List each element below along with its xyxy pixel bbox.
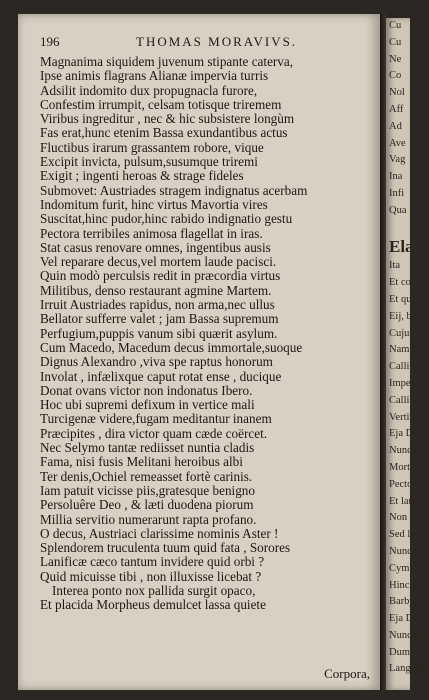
verse-line: Pectora terribiles animosa flagellat in iras.	[40, 225, 263, 241]
verse-line: Splendorem truculenta tuum quid fata , Sorores	[40, 540, 291, 556]
facing-page-fragment: Cujus	[389, 327, 414, 339]
verse-line: Confestim irrumpit, celsam totisque triremem	[40, 96, 282, 112]
running-head: THOMAS MORAVIVS.	[136, 34, 298, 49]
facing-page-fragment: Et laudi	[389, 495, 422, 507]
verse-line: O decus, Austriaci clarissime nominis Aster !	[40, 525, 279, 541]
page-header	[40, 34, 380, 52]
facing-page-fragment: Cu	[389, 20, 402, 31]
facing-page-fragment: Et qua	[389, 293, 417, 305]
verse-line: Fluctibus irarum grassantem robore, vique	[40, 139, 264, 155]
facing-page-fragment: Sed lov	[389, 529, 421, 541]
verse-line: Fama, nisi fusis Melitani heroibus albi	[40, 454, 243, 470]
verse-line: Bellator sufferre valet ; jam Bassa supremum	[40, 311, 279, 327]
verse-line: Ipse animis flagrans Alianæ impervia turris	[40, 68, 269, 84]
verse-line: Excipit invicta, pulsum,susumque triremi	[40, 154, 258, 170]
verse-line: Turcigenæ videre,fugam meditantur inanem	[40, 411, 272, 427]
verse-line: Stat casus renovare omnes, ingentibus ausis	[40, 239, 271, 255]
facing-page-fragment: Eij, bo	[389, 310, 417, 322]
facing-page-fragment: Vertit	[389, 411, 413, 423]
verse-line: Quid micuisse tibi , non illuxisse licebat ?	[40, 568, 262, 584]
verse-line: Indomitum furit, hinc virtus Mavortia vires	[40, 196, 268, 212]
verse-line: Iam patuit vicisse piis,gratesque benigno	[40, 482, 255, 498]
facing-page-fragment: Eja De	[389, 428, 418, 440]
facing-page-fragment: Callibu	[389, 361, 420, 373]
facing-page-fragment: Nunc tu	[389, 545, 423, 557]
verse-line: Donat ovans victor non indonatus Ibero.	[40, 382, 253, 398]
verse-line: Nec Selymo tantæ rediisset nuntia cladis	[40, 440, 255, 456]
verse-line: Viribus ingreditur , nec & hic subsistere longùm	[40, 111, 295, 127]
facing-page-fragment: Aff	[389, 103, 404, 115]
facing-page-fragment: Et con	[389, 277, 417, 289]
facing-page-fragment: Nam m	[389, 344, 421, 356]
facing-page-fragment: Cu	[389, 36, 402, 48]
verse-line: Quin modò perculsis redit in præcordia virtus	[40, 268, 281, 284]
verse-line: Militibus, denso restaurant agmine Martem.	[40, 282, 272, 298]
verse-line: Perfugium,puppis vanum sibi quærit asylum.	[40, 325, 278, 341]
facing-page-fragment: Ina	[389, 171, 403, 183]
facing-page-fragment: Impedi	[389, 377, 419, 389]
facing-page-fragment: Eja Den	[389, 613, 424, 625]
facing-page-fragment: Ne	[389, 53, 402, 65]
facing-page-fragment: Infi	[389, 187, 405, 199]
verse-line: Lanificæ cæco tantum invidere quid orbi ?	[40, 554, 265, 570]
verse-line: Exigit ; ingenti heroas & strage fideles	[40, 168, 244, 184]
facing-page-fragment: Non cla	[389, 512, 422, 524]
verse-line: Ter denis,Ochiel remeasset fortè carinis.	[40, 468, 253, 484]
verse-line: Adsilit indomito dux propugnacla furore,	[40, 82, 258, 98]
verse-line: Et placida Morpheus demulcet lassa quiete	[40, 597, 266, 613]
facing-page-fragment: Co	[389, 70, 402, 82]
verse-line: Præcipites , dira victor quam cæde coërcet.	[40, 425, 268, 441]
verse-line: Persoluêre Deo , & læti duodena piorum	[40, 497, 254, 513]
facing-page-fragment: Barbytus	[389, 596, 427, 608]
facing-page-edge	[386, 18, 429, 690]
verse-line: Hoc ubi supremi defixum in vertice mali	[40, 397, 255, 413]
facing-page-fragment: Nunc jug	[389, 629, 428, 641]
verse-line: Magnanima siquidem juvenum stipante caterva,	[40, 54, 294, 69]
facing-page-fragment: Cymbal	[389, 562, 423, 574]
facing-page-fragment	[386, 220, 410, 237]
facing-page-fragment: Ita	[389, 260, 401, 272]
poem-text	[40, 55, 380, 613]
facing-page-fragment: Dum	[389, 646, 410, 658]
facing-page-fragment: Nunc j	[389, 445, 418, 457]
book-page	[18, 14, 380, 690]
facing-page-fragment: Pectora	[389, 478, 421, 490]
verse-line: Vel reparare decus,vel mortem laude pacisci.	[40, 254, 277, 270]
facing-page-fragment: Callibu	[389, 394, 420, 406]
verse-line: Dignus Alexandro ,viva spe raptus honorum	[40, 354, 273, 370]
facing-page-fragment: Vag	[389, 154, 406, 166]
verse-line: Suscitat,hinc pudor,hinc rabido indignatio gestu	[40, 211, 293, 227]
verse-line: Cum Macedo, Macedum decus immortale,suoque	[40, 339, 303, 355]
facing-page-fragment: Nol	[389, 87, 405, 99]
facing-page-fragment: Hinc pu	[389, 579, 423, 591]
verse-line: Involat , infælixque caput rotat ense , ducique	[40, 368, 282, 384]
verse-line: Irruit Austriades rapidus, non arma,nec ullus	[40, 297, 275, 313]
catchword: Corpora,	[324, 666, 370, 681]
facing-page-fragment: Mortife	[389, 461, 422, 473]
facing-page-fragment: Qua	[389, 204, 407, 216]
facing-page-fragment: Ad	[389, 120, 402, 132]
facing-page-fragment: Ela	[389, 237, 414, 257]
verse-line: Interea ponto nox pallida surgit opaco,	[52, 582, 256, 598]
facing-page-fragment: Languida	[389, 663, 429, 675]
verse-line: Millia servitio numerarunt rapta profano.	[40, 511, 257, 527]
page-number: 196	[40, 34, 60, 49]
facing-page-fragment: Ave	[389, 137, 406, 149]
verse-line: Submovet: Austriades stragem indignatus acerbam	[40, 182, 308, 198]
verse-line: Fas erat,hunc etenim Bassa exundantibus actus	[40, 125, 288, 141]
